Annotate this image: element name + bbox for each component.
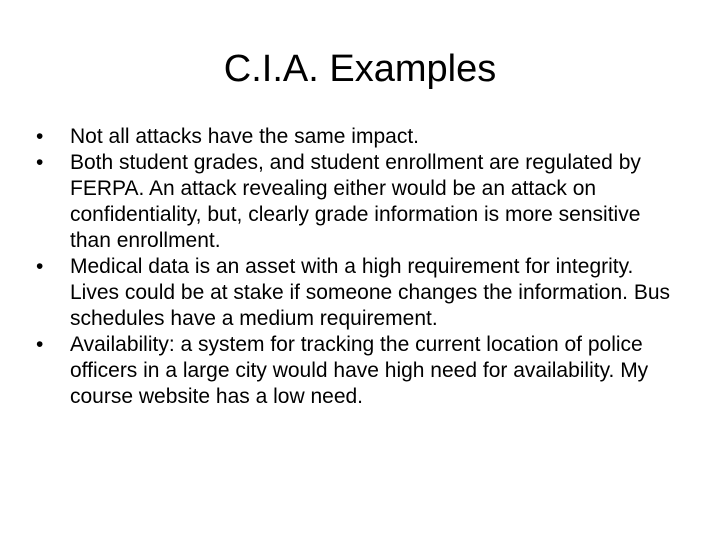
bullet-item: [36, 124, 686, 150]
bullet-text: Medical data is an asset with a high requirement for integrity. Lives could be at stake if someone changes the information. Bus schedules have a medium requirement.: [70, 255, 671, 330]
bullet-item: [36, 254, 686, 332]
bullet-item: [36, 332, 686, 410]
bullet-icon: •: [36, 255, 44, 278]
bullet-text: Not all attacks have the same impact.: [70, 125, 419, 148]
bullet-icon: •: [36, 151, 44, 174]
bullet-icon: •: [36, 125, 44, 148]
bullet-icon: •: [36, 333, 44, 356]
bullet-list: [36, 124, 686, 410]
bullet-text: Both student grades, and student enrollment are regulated by FERPA. An attack revealing either would be an attack on confidentiality, but, clearly grade information is more sensitive than enrollment.: [70, 151, 641, 252]
slide-title: C.I.A. Examples: [223, 48, 497, 90]
bullet-item: [36, 150, 686, 254]
bullet-text: Availability: a system for tracking the current location of police officers in a large city would have high need for availability. My course website has a low need.: [70, 333, 649, 408]
